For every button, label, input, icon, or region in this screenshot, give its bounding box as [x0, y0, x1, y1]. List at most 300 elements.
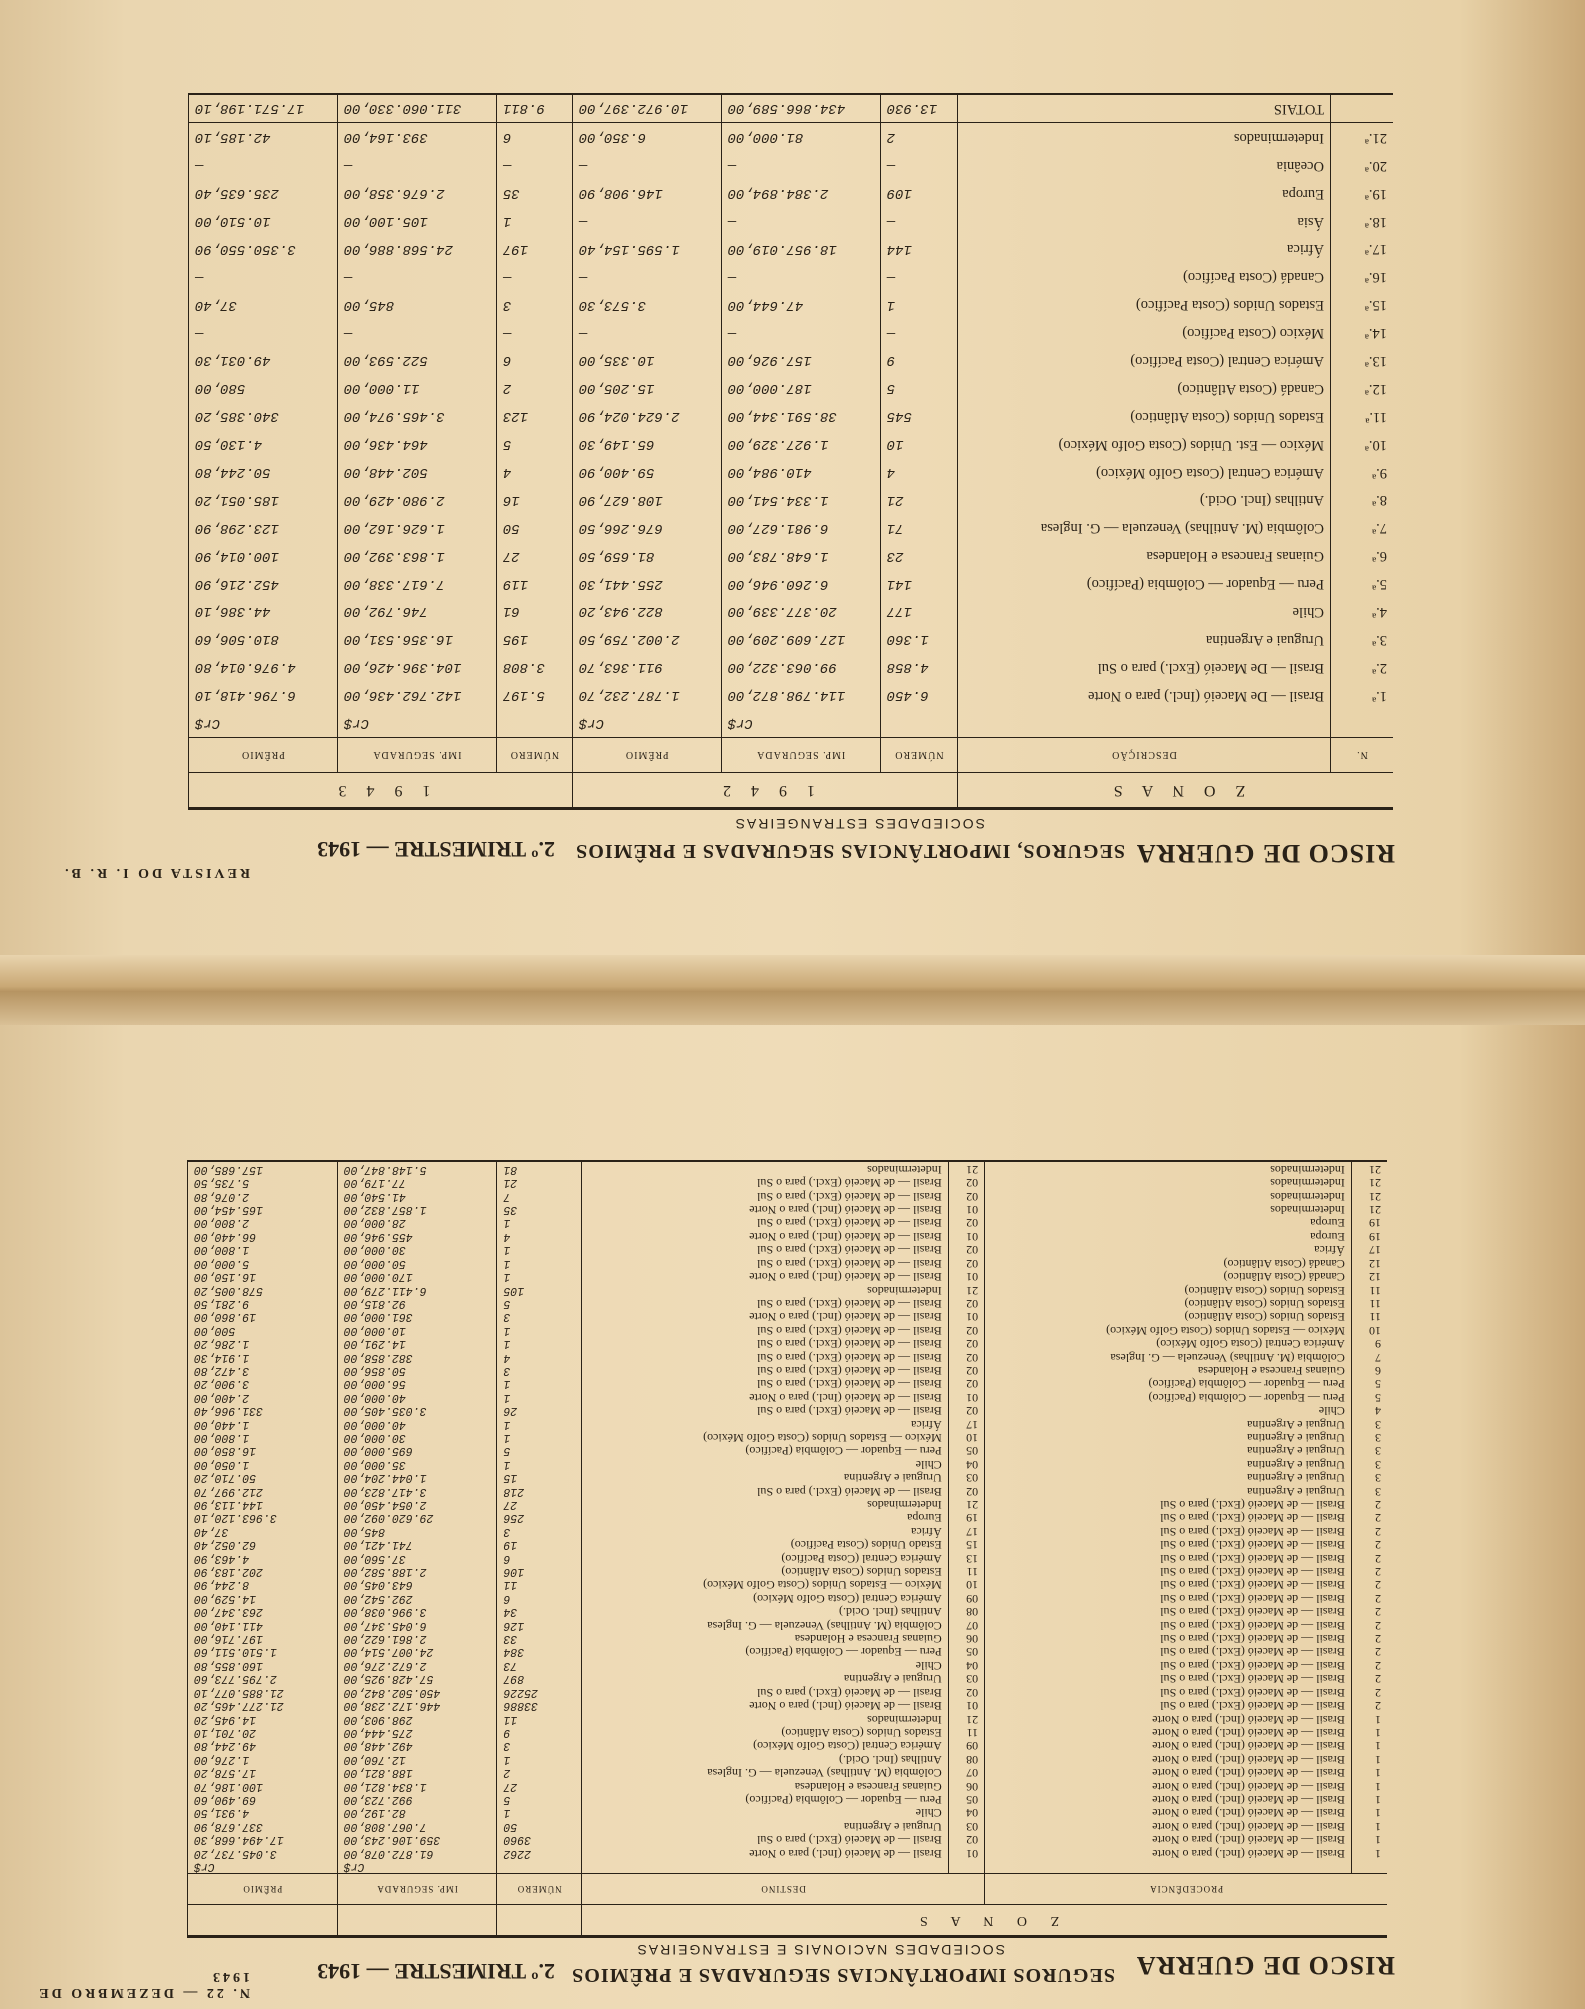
table-cell: 77.179,00: [337, 1176, 497, 1189]
table-cell: 187.000,00: [721, 374, 880, 402]
destination-zone: Chile: [582, 1659, 949, 1672]
table-cell: 21: [948, 1161, 984, 1175]
destination-zone: Colômbia (M. Antilhas) Venezuela — G. Inglesa: [582, 1618, 949, 1631]
table-cell: 492.448,00: [337, 1739, 497, 1752]
table-cell: 1.286,20: [188, 1337, 338, 1350]
table-cell: 2: [1351, 1591, 1387, 1604]
table-cell: 144.113,90: [188, 1498, 338, 1511]
table-cell: 92.815,00: [337, 1297, 497, 1310]
destination-zone: México — Estados Unidos (Costa Golfo México): [582, 1431, 949, 1444]
table-row: [189, 625, 1394, 653]
table-cell: 05: [948, 1444, 984, 1457]
table-row: [188, 1699, 1388, 1712]
table-cell: 27: [497, 1779, 582, 1792]
table-cell: 545: [880, 402, 957, 430]
table-cell: 3: [497, 1310, 582, 1323]
table-row: [188, 1726, 1388, 1739]
table-row: [188, 1283, 1388, 1296]
table-cell: 9: [1351, 1337, 1387, 1350]
table-cell: 2: [1351, 1659, 1387, 1672]
table-cell: 6: [1351, 1364, 1387, 1377]
table-row: [188, 1806, 1388, 1819]
table-cell: 26: [497, 1404, 582, 1417]
column-header: PRÊMIO: [189, 738, 338, 773]
table-row: [188, 1431, 1388, 1444]
table-cell: 157.685,00: [188, 1161, 338, 1175]
table-cell: 3.ª: [1331, 625, 1394, 653]
table-cell: 17.ª: [1331, 235, 1394, 263]
table-cell: 20.701,10: [188, 1726, 338, 1739]
table-cell: 142.762.436,00: [337, 681, 496, 709]
upper-table: [188, 93, 1393, 810]
table-cell: 455.946,00: [337, 1230, 497, 1243]
origin-zone: Brasil — de Maceió (Excl.) para o Sul: [985, 1685, 1352, 1698]
table-row: [189, 430, 1394, 458]
table-row: [189, 458, 1394, 486]
table-cell: 8.ª: [1331, 486, 1394, 514]
table-cell: 108.627,90: [572, 486, 721, 514]
zone-description: Estados Unidos (Costa Pacífico): [958, 291, 1331, 319]
destination-zone: Brasil — de Maceió (Excl.) para o Sul: [582, 1323, 949, 1336]
zone-description: Colômbia (M. Antilhas) Venezuela — G. Inglesa: [958, 514, 1331, 542]
table-cell: 35: [497, 1203, 582, 1216]
table-cell: 03: [948, 1471, 984, 1484]
table-cell: 1.360: [880, 625, 957, 653]
table-cell: 05: [948, 1793, 984, 1806]
table-cell: 3.573,30: [572, 291, 721, 319]
table-cell: 3: [1351, 1457, 1387, 1470]
table-cell: 2.861.622,00: [337, 1632, 497, 1645]
destination-zone: Peru — Equador — Colômbia (Pacífico): [582, 1444, 949, 1457]
origin-zone: Canadá (Costa Atlântico): [985, 1256, 1352, 1269]
table-cell: —: [496, 151, 572, 179]
zone-description: América Central (Costa Pacífico): [958, 347, 1331, 375]
table-cell: 5: [497, 1793, 582, 1806]
table-cell: 13: [948, 1551, 984, 1564]
column-header: IMP. SEGURADA: [337, 738, 496, 773]
table-cell: —: [880, 263, 957, 291]
table-cell: 450.502.842,00: [337, 1685, 497, 1698]
destination-zone: Peru — Equador — Colômbia (Pacífico): [582, 1645, 949, 1658]
table-cell: 11: [1351, 1283, 1387, 1296]
running-head: N. 22 — DEZEMBRO DE 1943: [36, 1969, 250, 2000]
table-cell: 16.850,00: [188, 1444, 338, 1457]
lower-subtitle: SOCIEDADES NACIONAIS E ESTRANGEIRAS: [635, 1942, 1005, 1958]
table-cell: 337.678,90: [188, 1819, 338, 1832]
table-row: [188, 1672, 1388, 1685]
table-cell: 4.ª: [1331, 598, 1394, 626]
table-cell: 9.281,50: [188, 1297, 338, 1310]
table-cell: 01: [948, 1846, 984, 1859]
table-cell: 19.ª: [1331, 179, 1394, 207]
table-row: [188, 1793, 1388, 1806]
zonas-header-lower: Z O N A S: [582, 1905, 1387, 1937]
table-row: [188, 1618, 1388, 1631]
table-cell: 21: [497, 1176, 582, 1189]
table-cell: 12.760,00: [337, 1752, 497, 1765]
origin-zone: Brasil — de Maceió (Excl.) para o Sul: [985, 1551, 1352, 1564]
table-cell: 123: [496, 402, 572, 430]
origin-zone: Brasil — de Maceió (Incl.) para o Norte: [985, 1766, 1352, 1779]
destination-zone: Estado Unidos (Costa Pacífico): [582, 1538, 949, 1551]
table-cell: 62.052,40: [188, 1538, 338, 1551]
table-row: [188, 1833, 1388, 1846]
table-cell: 10.000,00: [337, 1323, 497, 1336]
table-cell: 10.510,00: [189, 207, 338, 235]
table-cell: 6.450: [880, 681, 957, 709]
destination-zone: Brasil — de Maceió (Excl.) para o Sul: [582, 1256, 949, 1269]
table-cell: 446.172.238,00: [337, 1699, 497, 1712]
table-cell: 4.931,50: [188, 1806, 338, 1819]
table-cell: —: [880, 151, 957, 179]
totals-cell: TOTAIS: [958, 94, 1331, 123]
table-cell: 23: [880, 542, 957, 570]
table-cell: 3.900,20: [188, 1377, 338, 1390]
table-cell: 1.044.204,00: [337, 1471, 497, 1484]
table-row: [188, 1551, 1388, 1564]
table-row: [188, 1270, 1388, 1283]
table-cell: —: [721, 151, 880, 179]
table-cell: 2262: [497, 1846, 582, 1859]
table-cell: 37,40: [188, 1524, 338, 1537]
table-cell: 160.855,80: [188, 1659, 338, 1672]
currency-cell: [1331, 709, 1394, 737]
table-cell: 1: [497, 1390, 582, 1403]
table-row: [188, 1337, 1388, 1350]
destination-zone: Brasil — de Maceió (Excl.) para o Sul: [582, 1297, 949, 1310]
origin-zone: Brasil — de Maceió (Incl.) para o Norte: [985, 1793, 1352, 1806]
table-cell: —: [337, 263, 496, 291]
destination-zone: Brasil — de Maceió (Excl.) para o Sul: [582, 1404, 949, 1417]
origin-zone: Brasil — de Maceió (Excl.) para o Sul: [985, 1672, 1352, 1685]
destination-zone: Guianas Francesa e Holandesa: [582, 1779, 949, 1792]
origin-zone: Brasil — de Maceió (Excl.) para o Sul: [985, 1511, 1352, 1524]
table-cell: 393.164,00: [337, 123, 496, 151]
upper-page: [0, 0, 1585, 960]
table-cell: 2: [1351, 1498, 1387, 1511]
table-cell: 69.490,60: [188, 1793, 338, 1806]
totals-cell: 434.866.589,00: [721, 94, 880, 123]
table-row: [188, 1659, 1388, 1672]
origin-zone: Brasil — de Maceió (Excl.) para o Sul: [985, 1659, 1352, 1672]
column-header: IMP. SEGURADA: [721, 738, 880, 773]
column-header: PROCEDÊNCIA: [985, 1874, 1387, 1905]
table-cell: 2.672.276,00: [337, 1659, 497, 1672]
table-cell: 5.735,50: [188, 1176, 338, 1189]
column-header: DESTINO: [582, 1874, 985, 1905]
table-cell: 1.648.783,00: [721, 542, 880, 570]
destination-zone: México — Estados Unidos (Costa Golfo México): [582, 1578, 949, 1591]
table-cell: 1: [1351, 1779, 1387, 1792]
destination-zone: Brasil — de Maceió (Excl.) para o Sul: [582, 1833, 949, 1846]
zone-description: América Central (Costa Golfo México): [958, 458, 1331, 486]
destination-zone: África: [582, 1524, 949, 1537]
table-cell: 1.927.329,00: [721, 430, 880, 458]
origin-zone: Indeterminados: [985, 1176, 1352, 1189]
table-cell: 4: [496, 458, 572, 486]
table-cell: 127.609.209,00: [721, 625, 880, 653]
table-cell: 235.635,40: [189, 179, 338, 207]
table-cell: 21: [1351, 1176, 1387, 1189]
table-cell: 119: [496, 570, 572, 598]
table-cell: 02: [948, 1176, 984, 1189]
destination-zone: Chile: [582, 1457, 949, 1470]
origin-zone: Canadá (Costa Atlântico): [985, 1270, 1352, 1283]
year-1943-header: 1 9 4 3: [189, 773, 573, 809]
upper-period: 2.º TRIMESTRE — 1943: [317, 837, 555, 862]
table-cell: 212.997,70: [188, 1484, 338, 1497]
table-row: [188, 1377, 1388, 1390]
table-cell: 845,00: [337, 291, 496, 319]
table-cell: 741.421,00: [337, 1538, 497, 1551]
table-cell: 177: [880, 598, 957, 626]
table-cell: 106: [497, 1565, 582, 1578]
table-cell: 28.000,00: [337, 1216, 497, 1229]
table-row: [189, 179, 1394, 207]
table-cell: 5: [880, 374, 957, 402]
zone-description: Peru — Equador — Colômbia (Pacífico): [958, 570, 1331, 598]
table-cell: 01: [948, 1270, 984, 1283]
table-row: [188, 1161, 1388, 1175]
lower-period: 2.º TRIMESTRE — 1943: [317, 1959, 555, 1984]
table-row: [188, 1256, 1388, 1269]
table-cell: 1.863.392,00: [337, 542, 496, 570]
column-header: PRÊMIO: [188, 1874, 338, 1905]
table-row: [188, 1712, 1388, 1725]
table-cell: 6: [497, 1551, 582, 1564]
origin-zone: Brasil — de Maceió (Excl.) para o Sul: [985, 1524, 1352, 1537]
table-cell: 11: [948, 1726, 984, 1739]
table-cell: 5: [497, 1297, 582, 1310]
table-cell: 59.400,90: [572, 458, 721, 486]
table-cell: 4: [497, 1230, 582, 1243]
table-cell: 50.856,00: [337, 1364, 497, 1377]
zone-description: México — Est. Unidos (Costa Golfo México): [958, 430, 1331, 458]
lower-page: [0, 1010, 1585, 2000]
table-cell: 02: [948, 1337, 984, 1350]
table-cell: 202.183,90: [188, 1565, 338, 1578]
table-cell: 2.188.582,00: [337, 1565, 497, 1578]
destination-zone: América Central (Costa Golfo México): [582, 1591, 949, 1604]
table-cell: 2: [1351, 1672, 1387, 1685]
table-cell: 11: [948, 1565, 984, 1578]
destination-zone: Colômbia (M. Antilhas) Venezuela — G. Inglesa: [582, 1766, 949, 1779]
table-cell: —: [572, 207, 721, 235]
table-cell: 99.063.322,00: [721, 653, 880, 681]
table-row: [189, 207, 1394, 235]
table-row: [188, 1739, 1388, 1752]
table-cell: 2: [1351, 1632, 1387, 1645]
table-cell: 3: [1351, 1431, 1387, 1444]
table-cell: 292.542,00: [337, 1591, 497, 1604]
destination-zone: Brasil — de Maceió (Incl.) para o Norte: [582, 1390, 949, 1403]
table-cell: 02: [948, 1256, 984, 1269]
currency-cell: Cr$: [337, 1860, 497, 1874]
origin-zone: Brasil — de Maceió (Incl.) para o Norte: [985, 1846, 1352, 1859]
table-cell: 14.ª: [1331, 319, 1394, 347]
origin-zone: Estados Unidos (Costa Atlântico): [985, 1310, 1352, 1323]
table-row: [188, 1203, 1388, 1216]
table-cell: 18.957.019,00: [721, 235, 880, 263]
origin-zone: Brasil — de Maceió (Incl.) para o Norte: [985, 1752, 1352, 1765]
table-row: [188, 1176, 1388, 1189]
table-cell: —: [189, 263, 338, 291]
origin-zone: Brasil — de Maceió (Incl.) para o Norte: [985, 1806, 1352, 1819]
table-cell: 2.400,00: [188, 1390, 338, 1403]
origin-zone: Brasil — de Maceió (Incl.) para o Norte: [985, 1726, 1352, 1739]
table-cell: 500,00: [188, 1323, 338, 1336]
origin-zone: Indeterminados: [985, 1189, 1352, 1202]
table-cell: 02: [948, 1404, 984, 1417]
zone-description: Brasil — De Maceió (Incl.) para o Norte: [958, 681, 1331, 709]
table-cell: 17.494.668,30: [188, 1833, 338, 1846]
table-cell: 340.385,20: [189, 402, 338, 430]
currency-row: [189, 709, 1394, 737]
table-cell: 464.436,00: [337, 430, 496, 458]
table-cell: 5.197: [496, 681, 572, 709]
table-cell: 06: [948, 1632, 984, 1645]
table-cell: 02: [948, 1350, 984, 1363]
currency-cell: [985, 1860, 1352, 1874]
table-cell: 1.ª: [1331, 681, 1394, 709]
table-cell: 02: [948, 1484, 984, 1497]
table-cell: 502.448,00: [337, 458, 496, 486]
table-cell: 38.591.344,00: [721, 402, 880, 430]
origin-zone: Brasil — de Maceió (Excl.) para o Sul: [985, 1605, 1352, 1618]
destination-zone: Europa: [582, 1511, 949, 1524]
upper-heading: RISCO DE GUERRA: [1135, 839, 1395, 868]
lower-table: [187, 1160, 1387, 1938]
table-cell: 19.860,00: [188, 1310, 338, 1323]
zone-description: Ásia: [958, 207, 1331, 235]
table-row: [188, 1417, 1388, 1430]
table-cell: 2.076,80: [188, 1189, 338, 1202]
table-cell: 65.149,30: [572, 430, 721, 458]
table-cell: 61.872.078,00: [337, 1846, 497, 1859]
destination-zone: América Central (Costa Pacífico): [582, 1551, 949, 1564]
table-cell: 3: [496, 291, 572, 319]
table-cell: 10: [948, 1578, 984, 1591]
table-row: [188, 1846, 1388, 1859]
table-row: [188, 1216, 1388, 1229]
table-cell: 4.858: [880, 653, 957, 681]
table-cell: 81.659,50: [572, 542, 721, 570]
table-cell: 2: [1351, 1645, 1387, 1658]
destination-zone: Brasil — de Maceió (Incl.) para o Norte: [582, 1203, 949, 1216]
table-cell: 3.472,80: [188, 1364, 338, 1377]
destination-zone: Uruguai e Argentina: [582, 1819, 949, 1832]
table-cell: 1: [496, 207, 572, 235]
table-cell: 2: [1351, 1524, 1387, 1537]
table-cell: 3.035.405,00: [337, 1404, 497, 1417]
table-cell: 105: [497, 1283, 582, 1296]
table-cell: 2: [1351, 1511, 1387, 1524]
table-cell: 3.350.550,90: [189, 235, 338, 263]
table-cell: 21.885.077,10: [188, 1685, 338, 1698]
destination-zone: América Central (Costa Golfo México): [582, 1739, 949, 1752]
table-cell: 1: [497, 1323, 582, 1336]
table-cell: 56.000,00: [337, 1377, 497, 1390]
totals-cell: 10.972.397,00: [572, 94, 721, 123]
table-cell: 2: [1351, 1565, 1387, 1578]
table-cell: 1: [497, 1806, 582, 1819]
table-cell: 05: [948, 1645, 984, 1658]
table-row: [188, 1685, 1388, 1698]
zone-description: México (Costa Pacífico): [958, 319, 1331, 347]
table-cell: 02: [948, 1216, 984, 1229]
table-cell: 4: [880, 458, 957, 486]
table-cell: 11: [497, 1578, 582, 1591]
destination-zone: Brasil — de Maceió (Excl.) para o Sul: [582, 1484, 949, 1497]
table-row: [188, 1444, 1388, 1457]
origin-zone: Uruguai e Argentina: [985, 1417, 1352, 1430]
table-cell: 3.417.823,00: [337, 1484, 497, 1497]
table-cell: 452.216,90: [189, 570, 338, 598]
table-cell: 104.396.426,00: [337, 653, 496, 681]
table-cell: 29.620.092,00: [337, 1511, 497, 1524]
table-cell: 19: [497, 1538, 582, 1551]
table-cell: 16: [496, 486, 572, 514]
table-cell: 6: [496, 347, 572, 375]
table-cell: 1: [1351, 1833, 1387, 1846]
destination-zone: Peru — Equador — Colômbia (Pacífico): [582, 1793, 949, 1806]
table-cell: 7: [1351, 1350, 1387, 1363]
table-cell: —: [337, 319, 496, 347]
zone-description: Indeterminados: [958, 123, 1331, 151]
table-row: [188, 1752, 1388, 1765]
table-cell: 361.000,00: [337, 1310, 497, 1323]
table-row: [189, 151, 1394, 179]
destination-zone: Chile: [582, 1806, 949, 1819]
table-cell: 81: [497, 1161, 582, 1175]
currency-cell: [496, 709, 572, 737]
origin-zone: Brasil — de Maceió (Excl.) para o Sul: [985, 1632, 1352, 1645]
table-cell: 1.800,00: [188, 1243, 338, 1256]
destination-zone: Estados Unidos (Costa Atlântico): [582, 1565, 949, 1578]
origin-zone: Brasil — de Maceió (Incl.) para o Norte: [985, 1833, 1352, 1846]
table-cell: 4.130,50: [189, 430, 338, 458]
table-cell: —: [496, 263, 572, 291]
zone-description: Brasil — De Maceió (Excl.) para o Sul: [958, 653, 1331, 681]
table-cell: 275.444,00: [337, 1726, 497, 1739]
table-cell: 14.291,00: [337, 1337, 497, 1350]
table-cell: 384: [497, 1645, 582, 1658]
table-cell: 24.007.514,00: [337, 1645, 497, 1658]
table-row: [188, 1404, 1388, 1417]
destination-zone: Indeterminados: [582, 1712, 949, 1725]
currency-cell: Cr$: [337, 709, 496, 737]
currency-cell: [958, 709, 1331, 737]
table-cell: 11: [1351, 1297, 1387, 1310]
destination-zone: Brasil — de Maceió (Excl.) para o Sul: [582, 1243, 949, 1256]
table-cell: 21: [948, 1283, 984, 1296]
currency-cell: [948, 1860, 984, 1874]
table-cell: 410.984,00: [721, 458, 880, 486]
currency-cell: [497, 1860, 582, 1874]
destination-zone: Brasil — de Maceió (Incl.) para o Norte: [582, 1270, 949, 1283]
table-cell: 09: [948, 1739, 984, 1752]
lower-heading: RISCO DE GUERRA: [1135, 1951, 1395, 1980]
zone-description: Estados Unidos (Costa Atlântico): [958, 402, 1331, 430]
table-cell: 6.411.279,00: [337, 1283, 497, 1296]
table-cell: 6.796.418,10: [189, 681, 338, 709]
table-cell: —: [572, 151, 721, 179]
table-cell: 1: [1351, 1819, 1387, 1832]
table-cell: 03: [948, 1672, 984, 1685]
table-cell: 02: [948, 1685, 984, 1698]
table-cell: 11: [497, 1712, 582, 1725]
table-cell: 12: [1351, 1270, 1387, 1283]
